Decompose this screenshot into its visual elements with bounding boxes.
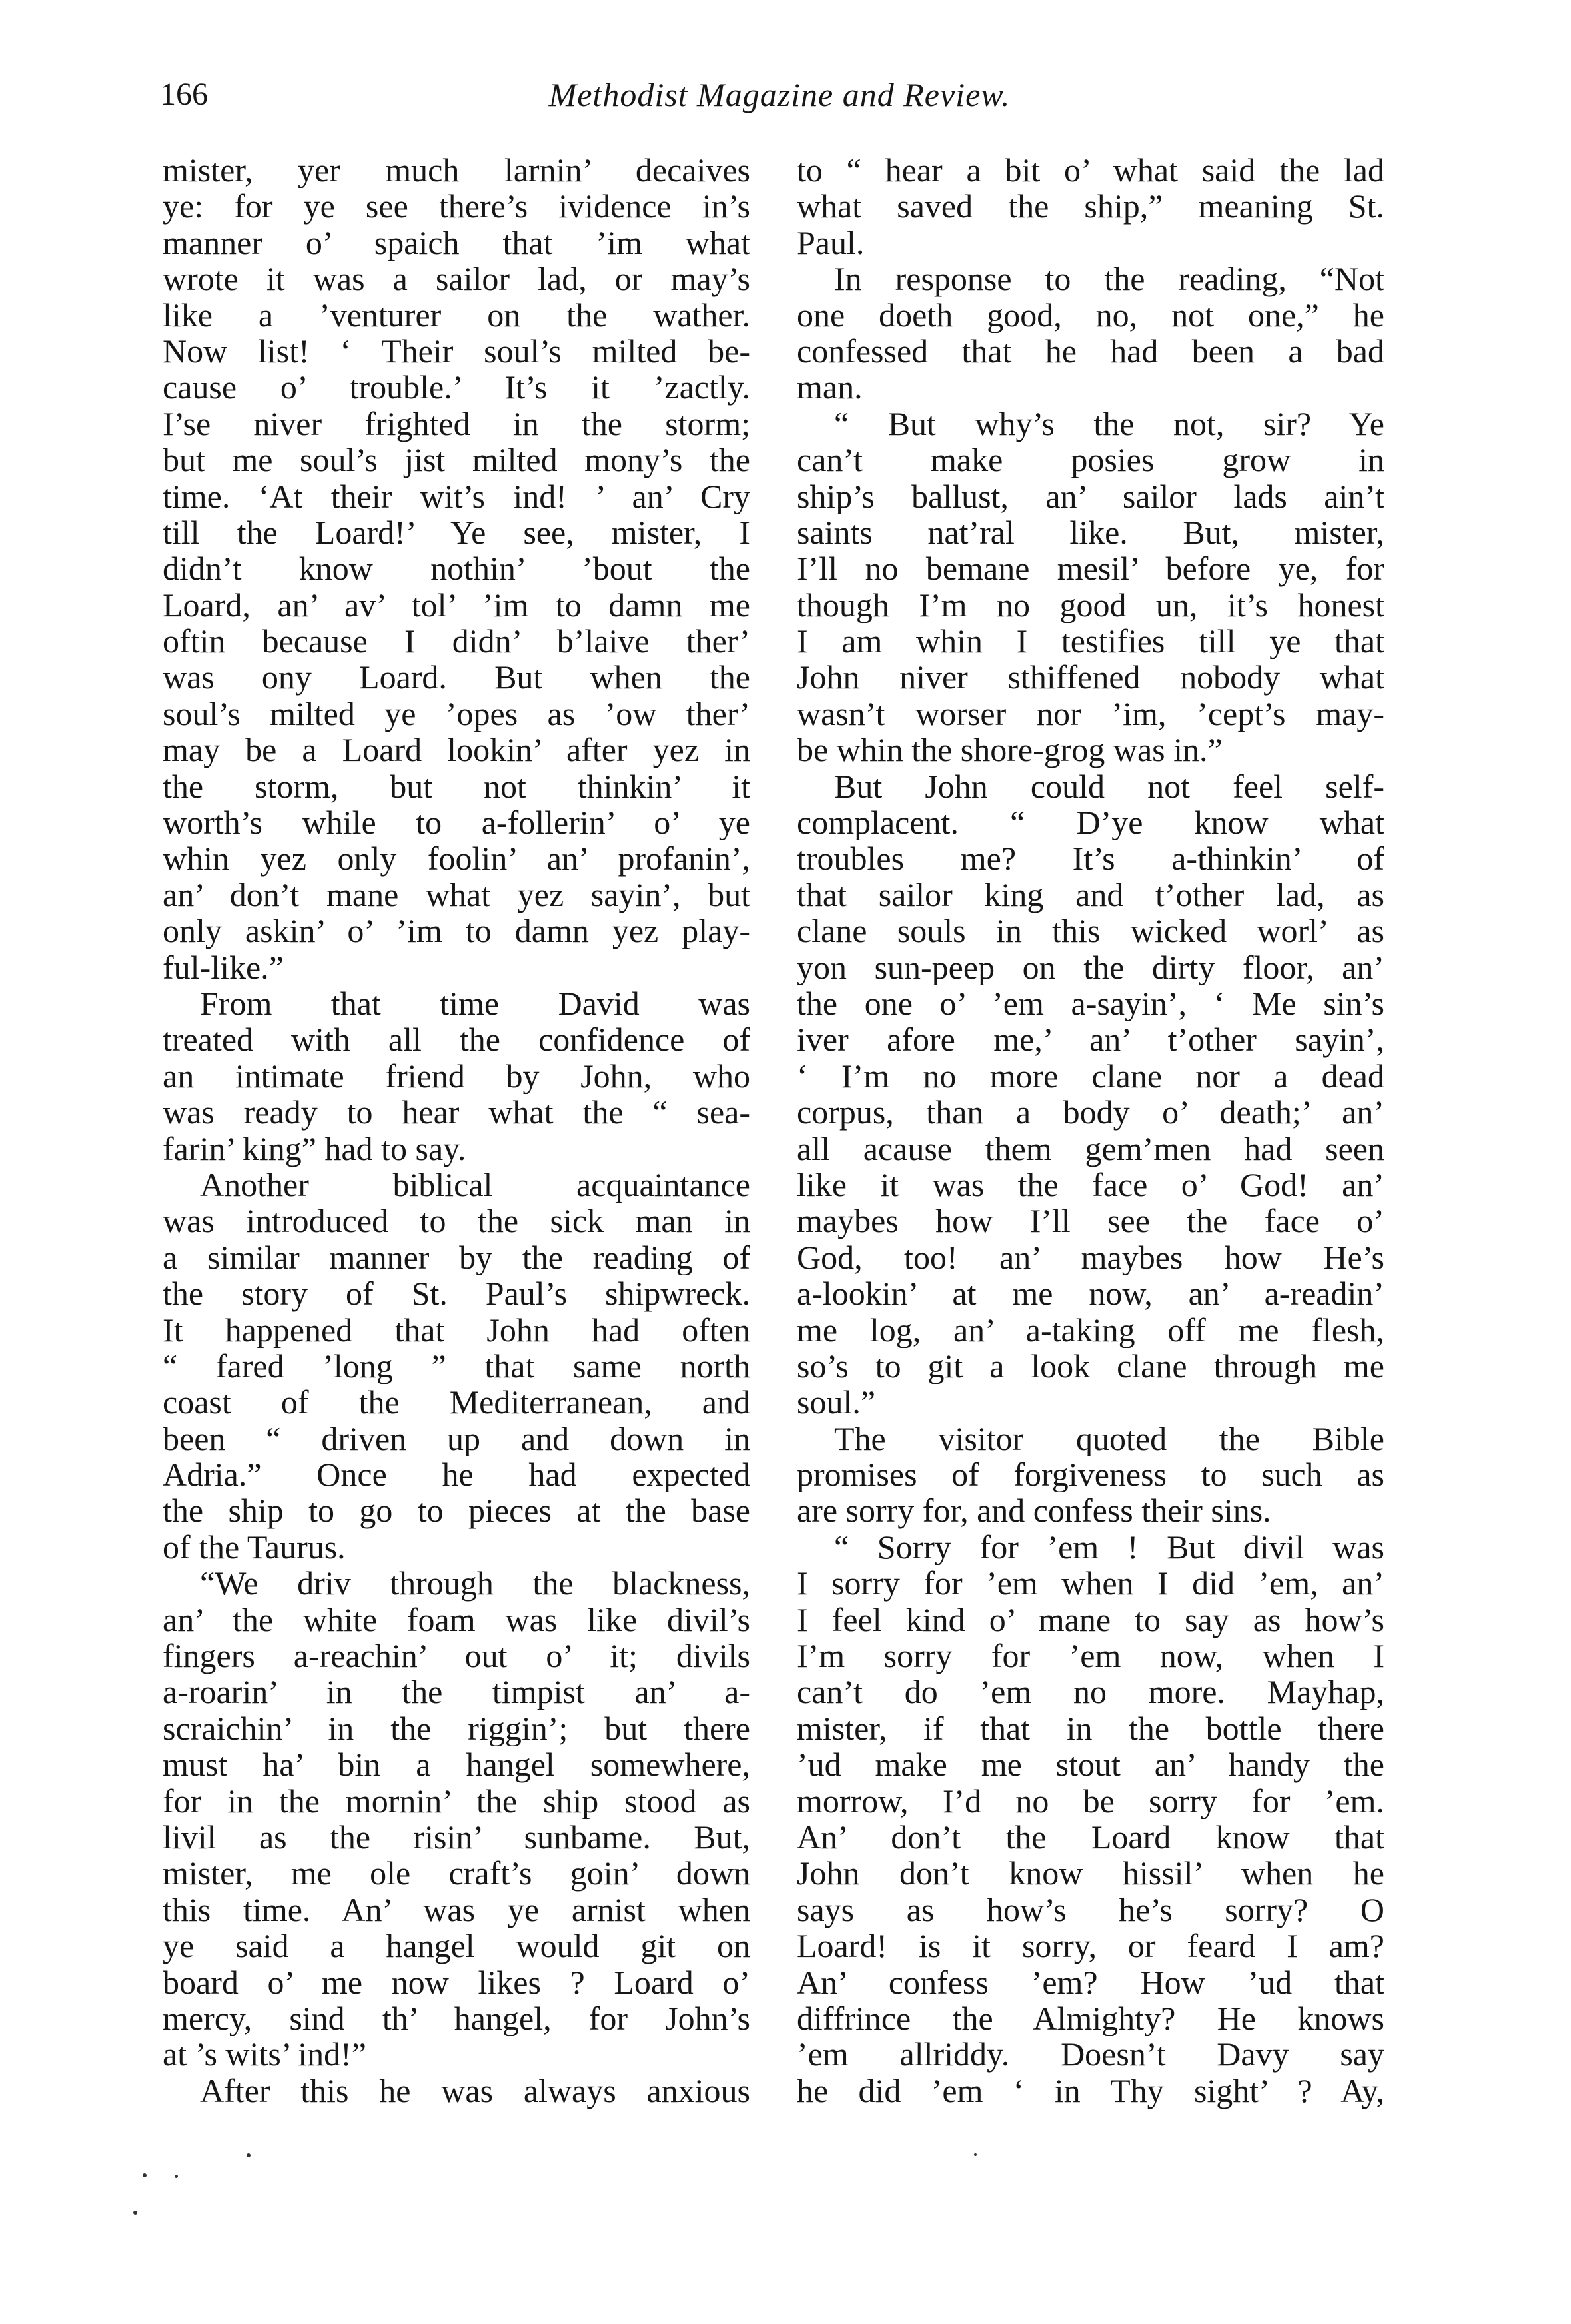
left-text-column: [163, 152, 750, 2109]
text-line: “ Sorry for ’em ! But divil was: [834, 1528, 1384, 1566]
text-line: coast of the Mediterranean, and: [163, 1384, 750, 1421]
text-line: John don’t know hissil’ when he: [797, 1855, 1384, 1892]
scan-speck: [247, 2153, 251, 2157]
text-line: ship’s ballust, an’ sailor lads ain’t: [797, 478, 1384, 514]
text-line: whin yez only foolin’ an’ profanin’,: [163, 840, 750, 877]
text-line: Adria.” Once he had expected: [163, 1456, 750, 1493]
text-line: ful-like.”: [163, 949, 284, 985]
text-line: I sorry for ’em when I did ’em, an’: [797, 1565, 1384, 1602]
text-line: I am whin I testifies till ye that: [797, 623, 1384, 660]
text-line: but me soul’s jist milted mony’s the: [163, 442, 750, 478]
page-number: 166: [160, 77, 208, 112]
text-line: promises of forgiveness to such as: [797, 1456, 1384, 1493]
text-line: a-roarin’ in the timpist an’ a-: [163, 1674, 750, 1710]
text-line: I feel kind o’ mane to say as how’s: [797, 1601, 1384, 1638]
text-line: saints nat’ral like. But, mister,: [797, 514, 1384, 551]
text-line: But John could not feel self-: [834, 768, 1384, 805]
text-line: like a ’venturer on the wather.: [163, 296, 750, 333]
text-line: are sorry for, and confess their sins.: [797, 1492, 1271, 1529]
text-line: at ’s wits’ ind!”: [163, 2036, 366, 2073]
text-line: corpus, than a body o’ death;’ an’: [797, 1094, 1384, 1131]
scan-speck: [175, 2175, 178, 2178]
text-line: ye said a hangel would git on: [163, 1928, 750, 1964]
text-line: must ha’ bin a hangel somewhere,: [163, 1746, 750, 1783]
text-line: ’em allriddy. Doesn’t Davy say: [797, 2036, 1384, 2073]
text-line: may be a Loard lookin’ after yez in: [163, 732, 750, 768]
text-line: can’t make posies grow in: [797, 442, 1384, 478]
text-line: was ony Loard. But when the: [163, 659, 750, 696]
text-line: been “ driven up and down in: [163, 1420, 750, 1457]
text-line: he did ’em ‘ in Thy sight’ ? Ay,: [797, 2072, 1384, 2109]
text-line: “We driv through the blackness,: [200, 1565, 750, 1602]
text-line: An’ don’t the Loard know that: [797, 1818, 1384, 1856]
text-line: though I’m no good un, it’s honest: [797, 586, 1384, 624]
text-line: clane souls in this wicked worl’ as: [797, 913, 1384, 949]
text-line: complacent. “ D’ye know what: [797, 804, 1384, 841]
text-line: Loard, an’ av’ tol’ ’im to damn me: [163, 586, 750, 624]
text-line: what saved the ship,” meaning St.: [797, 188, 1384, 225]
text-line: God, too! an’ maybes how He’s: [797, 1239, 1384, 1276]
text-line: was introduced to the sick man in: [163, 1203, 750, 1239]
text-line: that sailor king and t’other lad, as: [797, 876, 1384, 913]
text-line: can’t do ’em no more. Mayhap,: [797, 1674, 1384, 1710]
text-line: yon sun-peep on the dirty floor, an’: [797, 949, 1384, 985]
text-line: treated with all the confidence of: [163, 1021, 750, 1058]
text-line: board o’ me now likes ? Loard o’: [163, 1964, 750, 2000]
text-line: the storm, but not thinkin’ it: [163, 768, 750, 805]
text-line: man.: [797, 369, 863, 406]
text-line: mister, me ole craft’s goin’ down: [163, 1855, 750, 1892]
text-line: manner o’ spaich that ’im what: [163, 224, 750, 261]
text-line: like it was the face o’ God! an’: [797, 1166, 1384, 1203]
text-line: wasn’t worser nor ’im, ’cept’s may-: [797, 695, 1384, 732]
text-line: Now list! ‘ Their soul’s milted be-: [163, 332, 750, 370]
text-line: till the Loard!’ Ye see, mister, I: [163, 514, 750, 551]
text-line: scraichin’ in the riggin’; but there: [163, 1710, 750, 1747]
right-text-column: [797, 152, 1384, 2109]
text-line: confessed that he had been a bad: [797, 332, 1384, 370]
text-line: an’ don’t mane what yez sayin’, but: [163, 876, 750, 913]
text-line: only askin’ o’ ’im to damn yez play-: [163, 913, 750, 949]
text-line: An’ confess ’em? How ’ud that: [797, 1964, 1384, 2000]
text-line: iver afore me,’ an’ t’other sayin’,: [797, 1021, 1384, 1058]
text-line: mister, if that in the bottle there: [797, 1710, 1384, 1747]
text-line: The visitor quoted the Bible: [834, 1420, 1384, 1457]
text-line: morrow, I’d no be sorry for ’em.: [797, 1782, 1384, 1819]
text-line: mister, yer much larnin’ decaives: [163, 152, 750, 189]
text-line: oftin because I didn’ b’laive ther’: [163, 623, 750, 660]
text-line: John niver sthiffened nobody what: [797, 659, 1384, 696]
text-line: livil as the risin’ sunbame. But,: [163, 1818, 750, 1856]
text-line: so’s to git a look clane through me: [797, 1347, 1384, 1385]
text-line: the one o’ ’em a-sayin’, ‘ Me sin’s: [797, 985, 1384, 1022]
text-line: ‘ I’m no more clane nor a dead: [797, 1057, 1384, 1095]
text-line: Another biblical acquaintance: [200, 1166, 750, 1203]
scan-speck: [143, 2173, 147, 2177]
text-line: time. ‘At their wit’s ind! ’ an’ Cry: [163, 478, 750, 514]
text-line: be whin the shore-grog was in.”: [797, 732, 1223, 768]
scan-speck: [133, 2211, 137, 2215]
text-line: all acause them gem’men had seen: [797, 1130, 1384, 1167]
text-line: I’se niver frighted in the storm;: [163, 405, 750, 442]
running-title: Methodist Magazine and Review.: [548, 76, 1011, 113]
text-line: an’ the white foam was like divil’s: [163, 1601, 750, 1638]
text-line: I’m sorry for ’em now, when I: [797, 1638, 1384, 1674]
text-line: It happened that John had often: [163, 1311, 750, 1348]
text-line: for in the mornin’ the ship stood as: [163, 1782, 750, 1819]
text-line: cause o’ trouble.’ It’s it ’zactly.: [163, 369, 750, 406]
page-header: [160, 75, 1399, 115]
text-line: this time. An’ was ye arnist when: [163, 1891, 750, 1928]
text-line: “ But why’s the not, sir? Ye: [834, 405, 1384, 442]
text-line: didn’t know nothin’ ’bout the: [163, 550, 750, 587]
text-line: mercy, sind th’ hangel, for John’s: [163, 2000, 750, 2037]
text-line: maybes how I’ll see the face o’: [797, 1203, 1384, 1239]
text-line: to “ hear a bit o’ what said the lad: [797, 152, 1384, 189]
text-line: the story of St. Paul’s shipwreck.: [163, 1275, 750, 1312]
text-line: says as how’s he’s sorry? O: [797, 1891, 1384, 1928]
scan-speck: [974, 2153, 977, 2156]
text-line: I’ll no bemane mesil’ before ye, for: [797, 550, 1384, 587]
text-line: me log, an’ a-taking off me flesh,: [797, 1311, 1384, 1348]
text-line: soul’s milted ye ’opes as ’ow ther’: [163, 695, 750, 732]
text-line: was ready to hear what the “ sea-: [163, 1094, 750, 1131]
text-line: one doeth good, no, not one,” he: [797, 296, 1384, 333]
text-line: In response to the reading, “Not: [834, 261, 1384, 297]
text-line: Paul.: [797, 224, 865, 261]
text-line: of the Taurus.: [163, 1528, 346, 1566]
text-line: soul.”: [797, 1384, 876, 1421]
text-line: “ fared ’long ” that same north: [163, 1347, 750, 1385]
text-line: a-lookin’ at me now, an’ a-readin’: [797, 1275, 1384, 1312]
text-line: fingers a-reachin’ out o’ it; divils: [163, 1638, 750, 1674]
text-line: diffrince the Almighty? He knows: [797, 2000, 1384, 2037]
text-line: farin’ king” had to say.: [163, 1130, 466, 1167]
text-line: worth’s while to a-follerin’ o’ ye: [163, 804, 750, 841]
text-line: a similar manner by the reading of: [163, 1239, 750, 1276]
text-line: wrote it was a sailor lad, or may’s: [163, 261, 750, 297]
text-line: Loard! is it sorry, or feard I am?: [797, 1928, 1384, 1964]
text-line: ’ud make me stout an’ handy the: [797, 1746, 1384, 1783]
text-line: After this he was always anxious: [200, 2072, 750, 2109]
text-line: the ship to go to pieces at the base: [163, 1492, 750, 1529]
text-line: an intimate friend by John, who: [163, 1057, 750, 1095]
text-line: ye: for ye see there’s ividence in’s: [163, 188, 750, 225]
text-line: From that time David was: [200, 985, 750, 1022]
text-line: troubles me? It’s a-thinkin’ of: [797, 840, 1384, 877]
